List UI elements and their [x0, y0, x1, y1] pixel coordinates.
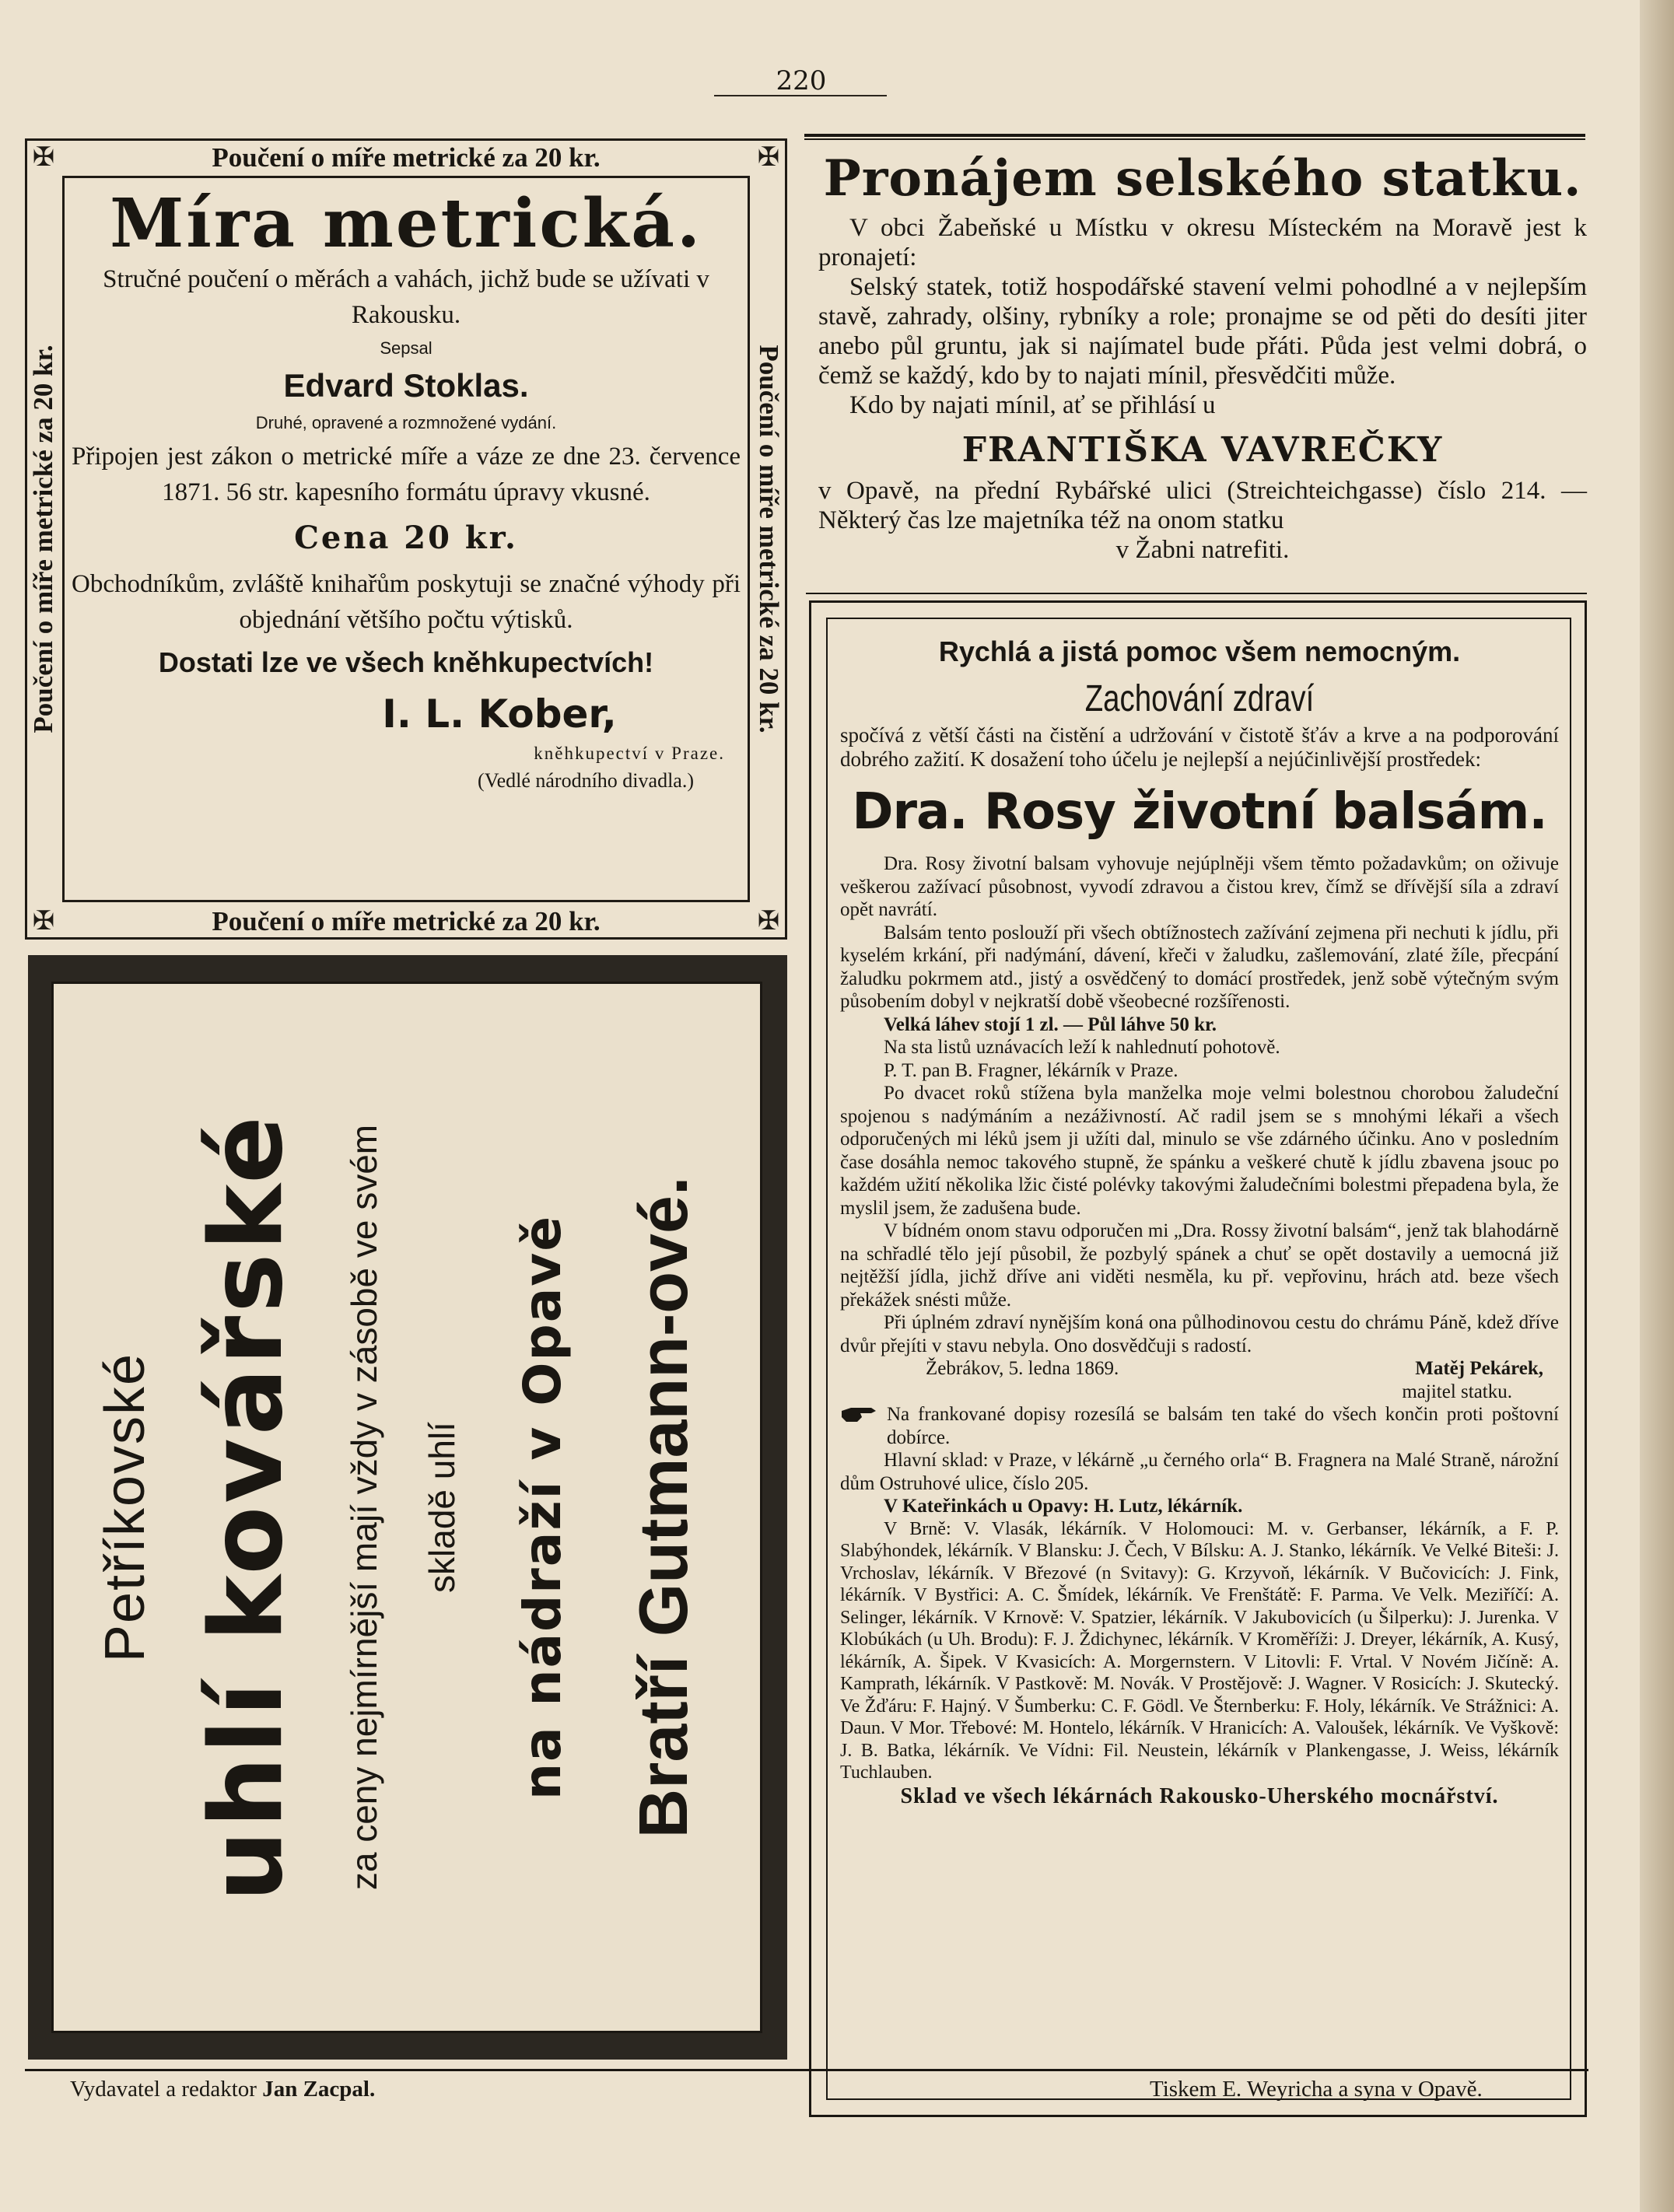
farm-ad-intro: V obci Žabeňské u Místku v okresu Místeckém na Moravě jest k pronajetí: [818, 214, 1587, 271]
balsam-ad-footer: Sklad ve všech lékárnách Rakousko-Uherského mocnářství. [900, 1783, 1499, 1808]
balsam-ad-signature-title: majitel statku. [1402, 1381, 1512, 1402]
balsam-ad-mail-note: Na frankované dopisy rozesílá se balsám ten také do všech končin proti poštovní dobírce. [887, 1404, 1559, 1448]
metric-ad-by-label: Sepsal [380, 338, 433, 358]
ornament-icon: ✠ [32, 905, 55, 936]
balsam-ad-letter-1: Po dvacet roků stížena byla manželka moje velmi bolestnou chorobou žaludeční spojenou s nadýmáním a nezáživností. Ač radil jsem se s mnohými lékaři a všech odporučených mi léků jsem ji užíti dal, minulo se vše zdárného účinku. Ano v posledním čase dosáhla nemoc takového stupně, že spánku a veškeré chutě k jídlu zbavena jsouc po každém užití několika lžic čisté polévky takovými žaludečními bolestmi přepadena byla, že myslil jsem, že zadušena bude. [840, 1083, 1559, 1219]
ornament-icon: ✠ [32, 142, 55, 173]
coal-ad-line-3: za ceny nejmírnější mají vždy v zásobě ve svém [344, 1124, 384, 1891]
balsam-ad-signature-place: Žebrákov, 5. ledna 1869. [926, 1358, 1119, 1379]
metric-ad-publisher-place: kněhkupectví v Praze. [534, 744, 725, 763]
farm-ad-contact-name: FRANTIŠKA VAVREČKY [961, 430, 1444, 470]
footer-rule [25, 2069, 1588, 2071]
coal-ad-line-2: uhlí kovářské [189, 1113, 305, 1902]
coal-ad-line-6: Bratří Gutmann-ové. [625, 1176, 702, 1839]
page-number: 220 [776, 65, 827, 96]
balsam-ad-pharmacy-list: V Brně: V. Vlasák, lékárník. V Holomouci: M. v. Gerbanser, lékárník, a F. P. Slabýhondek, lékárník. V Blansku: J. Čech, V Bílsku: A. J. Stanko, lékárník. Ve Velké Biteši: J. Vrchoslav, lékárník. V Březové (n Svitavy): G. Krzyvoň, lékárník. V Bučovicích: J. Fink, lékárník. V Bystřici: A. C. Šmídek, lékárník. Ve Frenštátě: F. Parma. Ve Velk. Meziříčí: A. Selinger, lékárník. V Krnově: V. Spatzier, lékárník. V Jakubovicích (u Šilperku): J. Jurenka. V Klobúkách (u Uh. Brodu): F. J. Ždichynec, lékárník. V Kroměříži: J. Dreyer, lékárník, A. Kusý, lékárník, A. Šipek. V Kvasicích: A. Morgernstern. V Litovli: F. Vrtal. V Novém Jičíně: A. Kamprath, lékárník. V Pastkově: M. Novák. V Prostějově: J. Wagner. V Rosicích: J. Skutecký. Ve Žďáru: F. Hajný. V Šumberku: C. F. Gödl. Ve Šternberku: F. Holy, lékárník. Ve Strážnici: A. Daun. V Mor. Třebové: M. Hontelo, lékárník. V Hranicích: A. Valoušek, lékárník. Ve Vyškově: J. B. Batka, lékárník. Ve Vídni: Fil. Neustein, lékárník v Plankengasse, J. Weiss, lékárník Tuchlauben. [840, 1518, 1559, 1783]
farm-ad-description: Selský statek, totiž hospodářské stavení velmi pohodlné a v nejlepším stavě, zahrady, olšiny, rybníky a role; pronajme se od pěti do desíti jiter anebo půl gruntu, jak si najímatel bude přáti. Půda jest velmi dobrá, o čemž se každý, kdo by to najati mínil, přesvědčiti může. [818, 273, 1587, 390]
pointing-hand-icon [840, 1403, 879, 1426]
metric-ad-description: Připojen jest zákon o metrické míře a váze ze dne 23. července 1871. 56 str. kapesního formátu úpravy vkusné. [72, 443, 741, 506]
metric-ad-availability: Dostati lze ve všech kněhkupectvích! [158, 646, 654, 678]
page-number-rule [714, 95, 887, 96]
balsam-ad-note: Na sta listů uznávacích leží k nahlednutí pohotově. [884, 1037, 1280, 1058]
balsam-ad-signature-name: Matěj Pekárek, [1415, 1358, 1543, 1379]
footer-publisher-label: Vydavatel a redaktor [70, 2077, 257, 2102]
metric-ad-edition: Druhé, opravené a rozmnožené vydání. [255, 413, 557, 432]
metric-ad-right-label: Poučení o míře metrické za 20 kr. [754, 345, 784, 733]
footer-publisher-name: Jan Zacpal. [262, 2077, 376, 2102]
metric-ad-offer: Obchodníkům, zvláště knihařům poskytuji se značné výhody při objednání většího počtu výtisků. [72, 570, 741, 634]
farm-ad-title: Pronájem selského statku. [823, 149, 1582, 208]
balsam-ad-mail-note-row [840, 1403, 1559, 1449]
balsam-ad-lead: spočívá z větší části na čistění a udržování v čistotě šťáv a krve a na podporování dobrého zažití. K dosažení toho účelu je nejlepší a nejúčinlivější prostředek: [840, 723, 1559, 771]
balsam-ad-katerinky: V Kateřinkách u Opavy: H. Lutz, lékárník. [884, 1496, 1243, 1517]
balsam-ad-product: Dra. Rosy životní balsám. [852, 783, 1547, 841]
balsam-ad-addressee: P. T. pan B. Fragner, lékárník v Praze. [884, 1059, 1178, 1081]
metric-ad-author: Edvard Stoklas. [283, 367, 529, 404]
farm-ad-top-rule-thin [804, 138, 1585, 140]
farm-ad-contact-lead: Kdo by najati mínil, ať se přihlásí u [849, 391, 1216, 419]
metric-ad-body [72, 184, 741, 795]
balsam-ad [840, 628, 1559, 1809]
footer-printer: Tiskem E. Weyricha a syna v Opavě. [1150, 2077, 1483, 2102]
balsam-ad-paragraph-2: Balsám tento poslouží při všech obtížnostech zažívání zejmena při nechuti k jídlu, při kyselém krkání, při nadýmání, dávení, křeči v žaludku, zašlemování, zlaté žíle, přecpání žaludku pokrmem atd., jistý a osvědčený to domácí prostředek, jenž sobě výtečným svým působením dobyl v nejkratší době všeobecné rozšířenosti. [840, 922, 1559, 1012]
metric-ad-bottom-label: Poučení o míře metrické za 20 kr. [212, 906, 601, 936]
metric-ad-title: Míra metrická. [110, 184, 702, 263]
farm-ad-address: v Opavě, na přední Rybářské ulici (Streichteichgasse) číslo 214. — Některý čas lze majetníka též na onom statku [818, 477, 1587, 534]
page-spine-shadow [1640, 0, 1674, 2212]
balsam-ad-main-store: Hlavní sklad: v Praze, v lékárně „u černého orla“ B. Fragnera na Malé Straně, nárožní dům Ostruhové ulice, číslo 205. [840, 1450, 1559, 1494]
ornament-icon: ✠ [757, 905, 780, 936]
balsam-ad-price: Velká láhev stojí 1 zl. — Půl láhve 50 kr. [884, 1013, 1217, 1035]
ornament-icon: ✠ [757, 142, 780, 173]
balsam-ad-headline: Rychlá a jistá pomoc všem nemocným. [938, 635, 1461, 667]
balsam-ad-paragraph-1: Dra. Rosy životní balsam vyhovuje nejúplněji všem těmto požadavkům; on oživuje veškerou zažívací působnost, vyvodí zdravou a čistou krev, čímž se dřívější síla a zdraví opět navrátí. [840, 853, 1559, 920]
coal-ad-line-5: na nádraží v Opavě [513, 1214, 573, 1801]
metric-ad-subtitle: Stručné poučení o měrách a vahách, jichž bude se užívati v Rakousku. [103, 265, 709, 329]
farm-ad [818, 145, 1587, 565]
balsam-ad-letter-2: V bídném onom stavu odporučen mi „Dra. Rossy životní balsám“, jenž tak blahodárně na schřadlé tělo její působil, že pozbylý spánek a chuť se opět dostavily a uemocná již nejtěžší jídla, jichž dříve ani viděti nesměla, ku př. vepřovinu, hrách atd. beze všech překážek snésti může. [840, 1220, 1559, 1311]
metric-ad-left-label: Poučení o míře metrické za 20 kr. [28, 345, 58, 733]
farm-ad-bottom-rule [806, 593, 1587, 594]
coal-ad-rotated-text [65, 986, 749, 2028]
balsam-ad-letter-3: Při úplném zdraví nynějším koná ona půlhodinovou cestu do chrámu Páně, kdež dříve dvůr přejíti v stavu nebyla. Ono dosvědčuji s radostí. [840, 1312, 1559, 1356]
metric-ad-price: Cena 20 kr. [294, 520, 518, 556]
footer-publisher [70, 2077, 375, 2102]
farm-ad-address-end: v Žabni natrefiti. [1115, 536, 1290, 564]
metric-ad-publisher: I. L. Kober, [382, 691, 617, 737]
coal-ad-line-1: Petříkovské [94, 1352, 156, 1663]
farm-ad-top-rule [804, 134, 1585, 137]
balsam-ad-subhead: Zachování zdraví [1084, 678, 1315, 719]
metric-ad-publisher-address: (Vedlé národního divadla.) [478, 769, 694, 792]
metric-ad-top-label: Poučení o míře metrické za 20 kr. [212, 142, 601, 173]
coal-ad-line-4: skladě uhlí [422, 1422, 462, 1593]
balsam-ad-signature [840, 1357, 1559, 1381]
